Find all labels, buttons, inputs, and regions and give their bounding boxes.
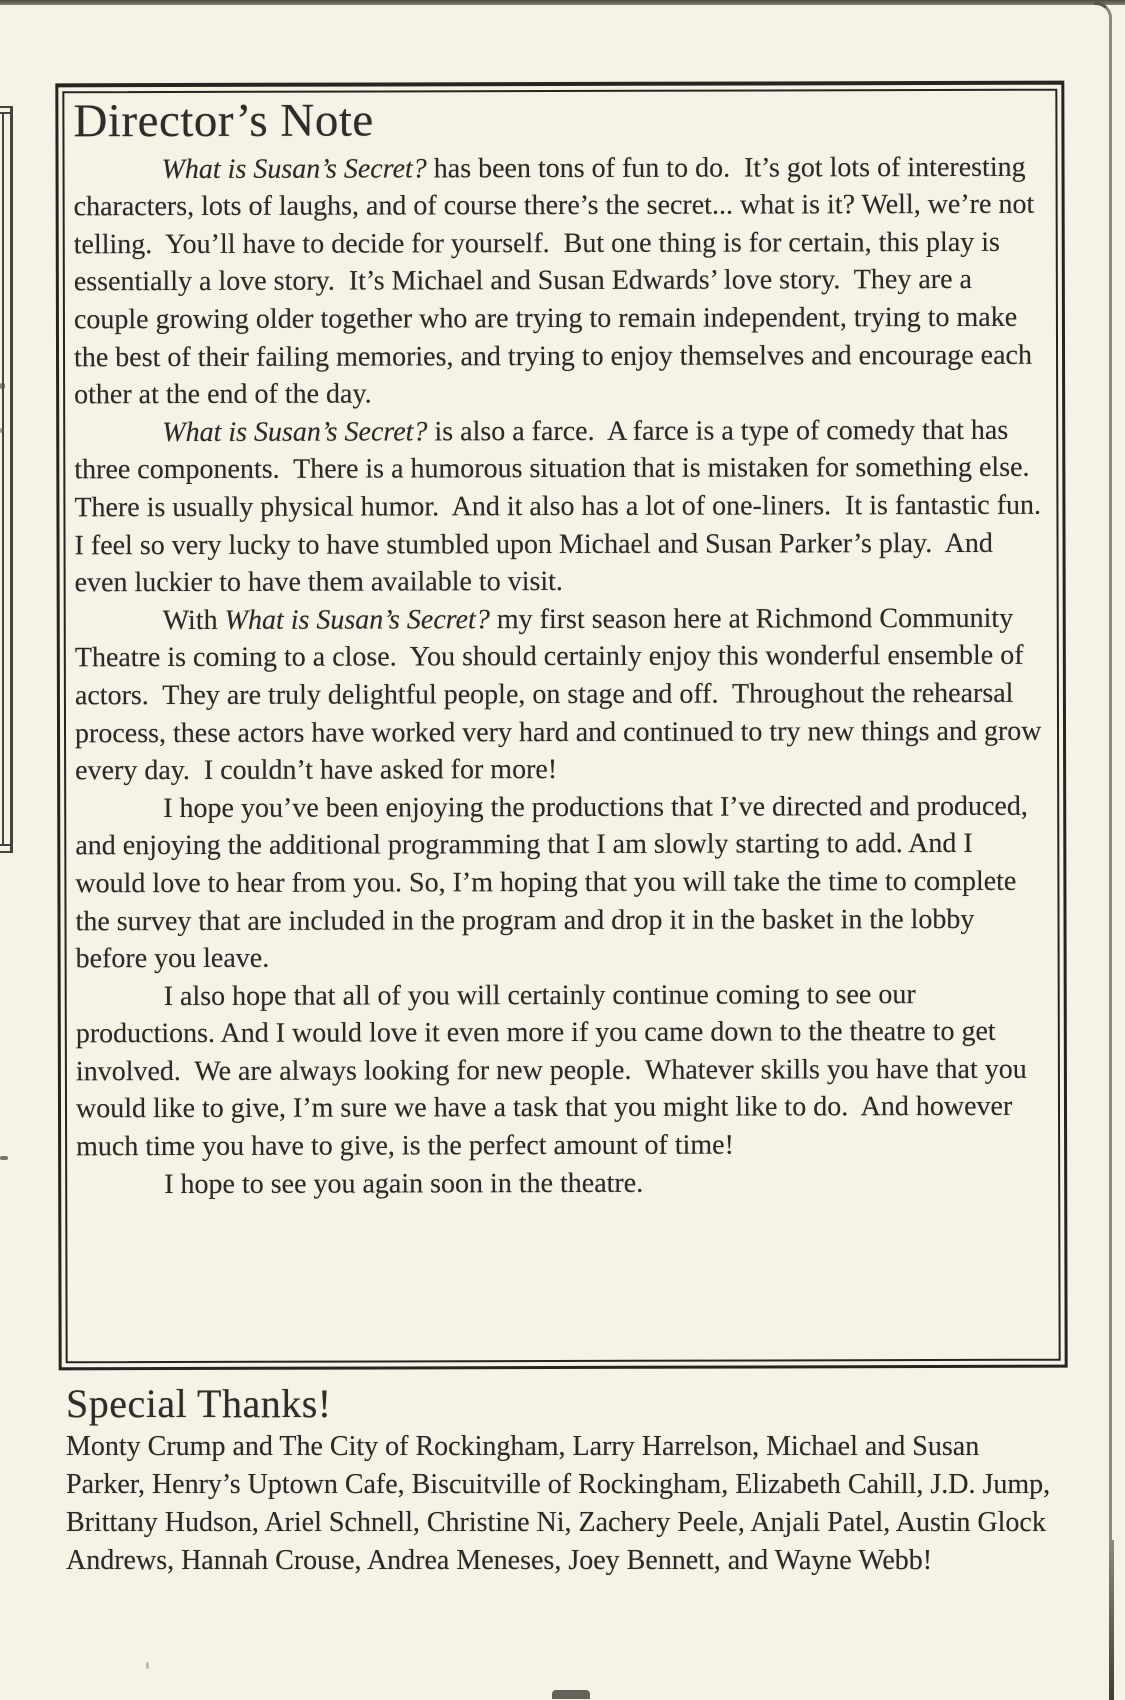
adjacent-box-rule — [0, 106, 13, 108]
note-paragraph — [73, 148, 1046, 414]
note-text: my first season here at Richmond Community Theatre is coming to a close. You should certainly enjoy this wonderful ensemble of actors. They are truly delightful people, on stage and off. Throughout the rehearsal process, these actors have worked very hard and continued to try new things and grow every day. I couldn’t have asked for more! — [74, 602, 1049, 787]
special-thanks-body: Monty Crump and The City of Rockingham, Larry Harrelson, Michael and Susan Parker, Henry’s Uptown Cafe, Biscuitville of Rockingham, Elizabeth Cahill, J.D. Jump, Brittany Hudson, Ariel Schnell, Christine Ni, Zachery Peele, Anjali Patel, Austin Glock Andrews, Hannah Crouse, Andrea Meneses, Joey Bennett, and Wayne Webb! — [66, 1431, 1051, 1576]
page-right-edge-shadow — [1094, 2, 1112, 1700]
adjacent-box-rule — [10, 108, 13, 852]
scan-speck — [146, 1662, 149, 1669]
directors-note-box — [55, 81, 1067, 1371]
scan-speck — [0, 1156, 8, 1160]
note-paragraph — [75, 599, 1047, 790]
note-text: I also hope that all of you will certainly continue coming to see our productions. And I would love it even more if you came down to the theatre to get involved. We are always looking for new people. Whatever skills you have that you would like to give, I’m sure we have a task that you might like to do. And however much time you have to give, is the perfect amount of time! — [75, 978, 1034, 1163]
play-title-italic: What is Susan’s Secret? — [162, 416, 428, 448]
note-text: With — [162, 604, 225, 636]
play-title-italic: What is Susan’s Secret? — [224, 603, 490, 636]
scanner-top-edge — [0, 0, 1125, 5]
scan-speck — [0, 428, 4, 433]
note-paragraph — [75, 787, 1047, 978]
scan-speck — [0, 383, 5, 389]
note-text: I hope to see you again soon in the theatre. — [164, 1167, 644, 1200]
directors-note-inner-frame — [62, 89, 1060, 1364]
note-paragraph — [74, 412, 1056, 603]
note-text: has been tons of fun to do. It’s got lots of interesting characters, lots of laughs, and of course there’s the secret... what is it? Well, we’re not telling. You’ll have to decide for yourself. But one thing is for certain, this play is essentially a love story. It’s Michael and Susan Edwards’ love story. They are a couple growing older together who are trying to remain independent, trying to make the best of their failing memories, and trying to enjoy themselves and encourage each other at the end of the day. — [73, 151, 1042, 411]
adjacent-box-rule — [0, 844, 12, 846]
directors-note-title: Director’s Note — [73, 94, 374, 148]
adjacent-box-rule — [2, 114, 4, 846]
note-text: is also a farce. A farce is a type of comedy that has three components. There is a humorous situation that is mistaken for something else. There is usually physical humor. And it also has a lot of one-liners. It is fantastic fun. I feel so very lucky to have stumbled upon Michael and Susan Parker’s play. And even luckier to have them available to visit. — [74, 414, 1056, 599]
page-right-edge-shadow-bottom — [1109, 1540, 1114, 1700]
adjacent-box-rule — [0, 851, 13, 853]
note-paragraph — [76, 975, 1048, 1166]
play-title-italic: What is Susan’s Secret? — [161, 152, 427, 185]
adjacent-box-rule — [0, 112, 12, 114]
directors-note-body — [73, 148, 1056, 1203]
note-paragraph — [76, 1163, 1048, 1203]
scan-speck — [552, 1690, 590, 1699]
note-text: I hope you’ve been enjoying the productions that I’ve directed and produced, and enjoying the additional programming that I am slowly starting to add. And I would love to hear from you. So, I’m hoping that you will take the time to complete the survey that are included in the program and drop it in the basket in the lobby before you leave. — [75, 790, 1035, 975]
special-thanks-heading: Special Thanks! — [66, 1381, 332, 1426]
